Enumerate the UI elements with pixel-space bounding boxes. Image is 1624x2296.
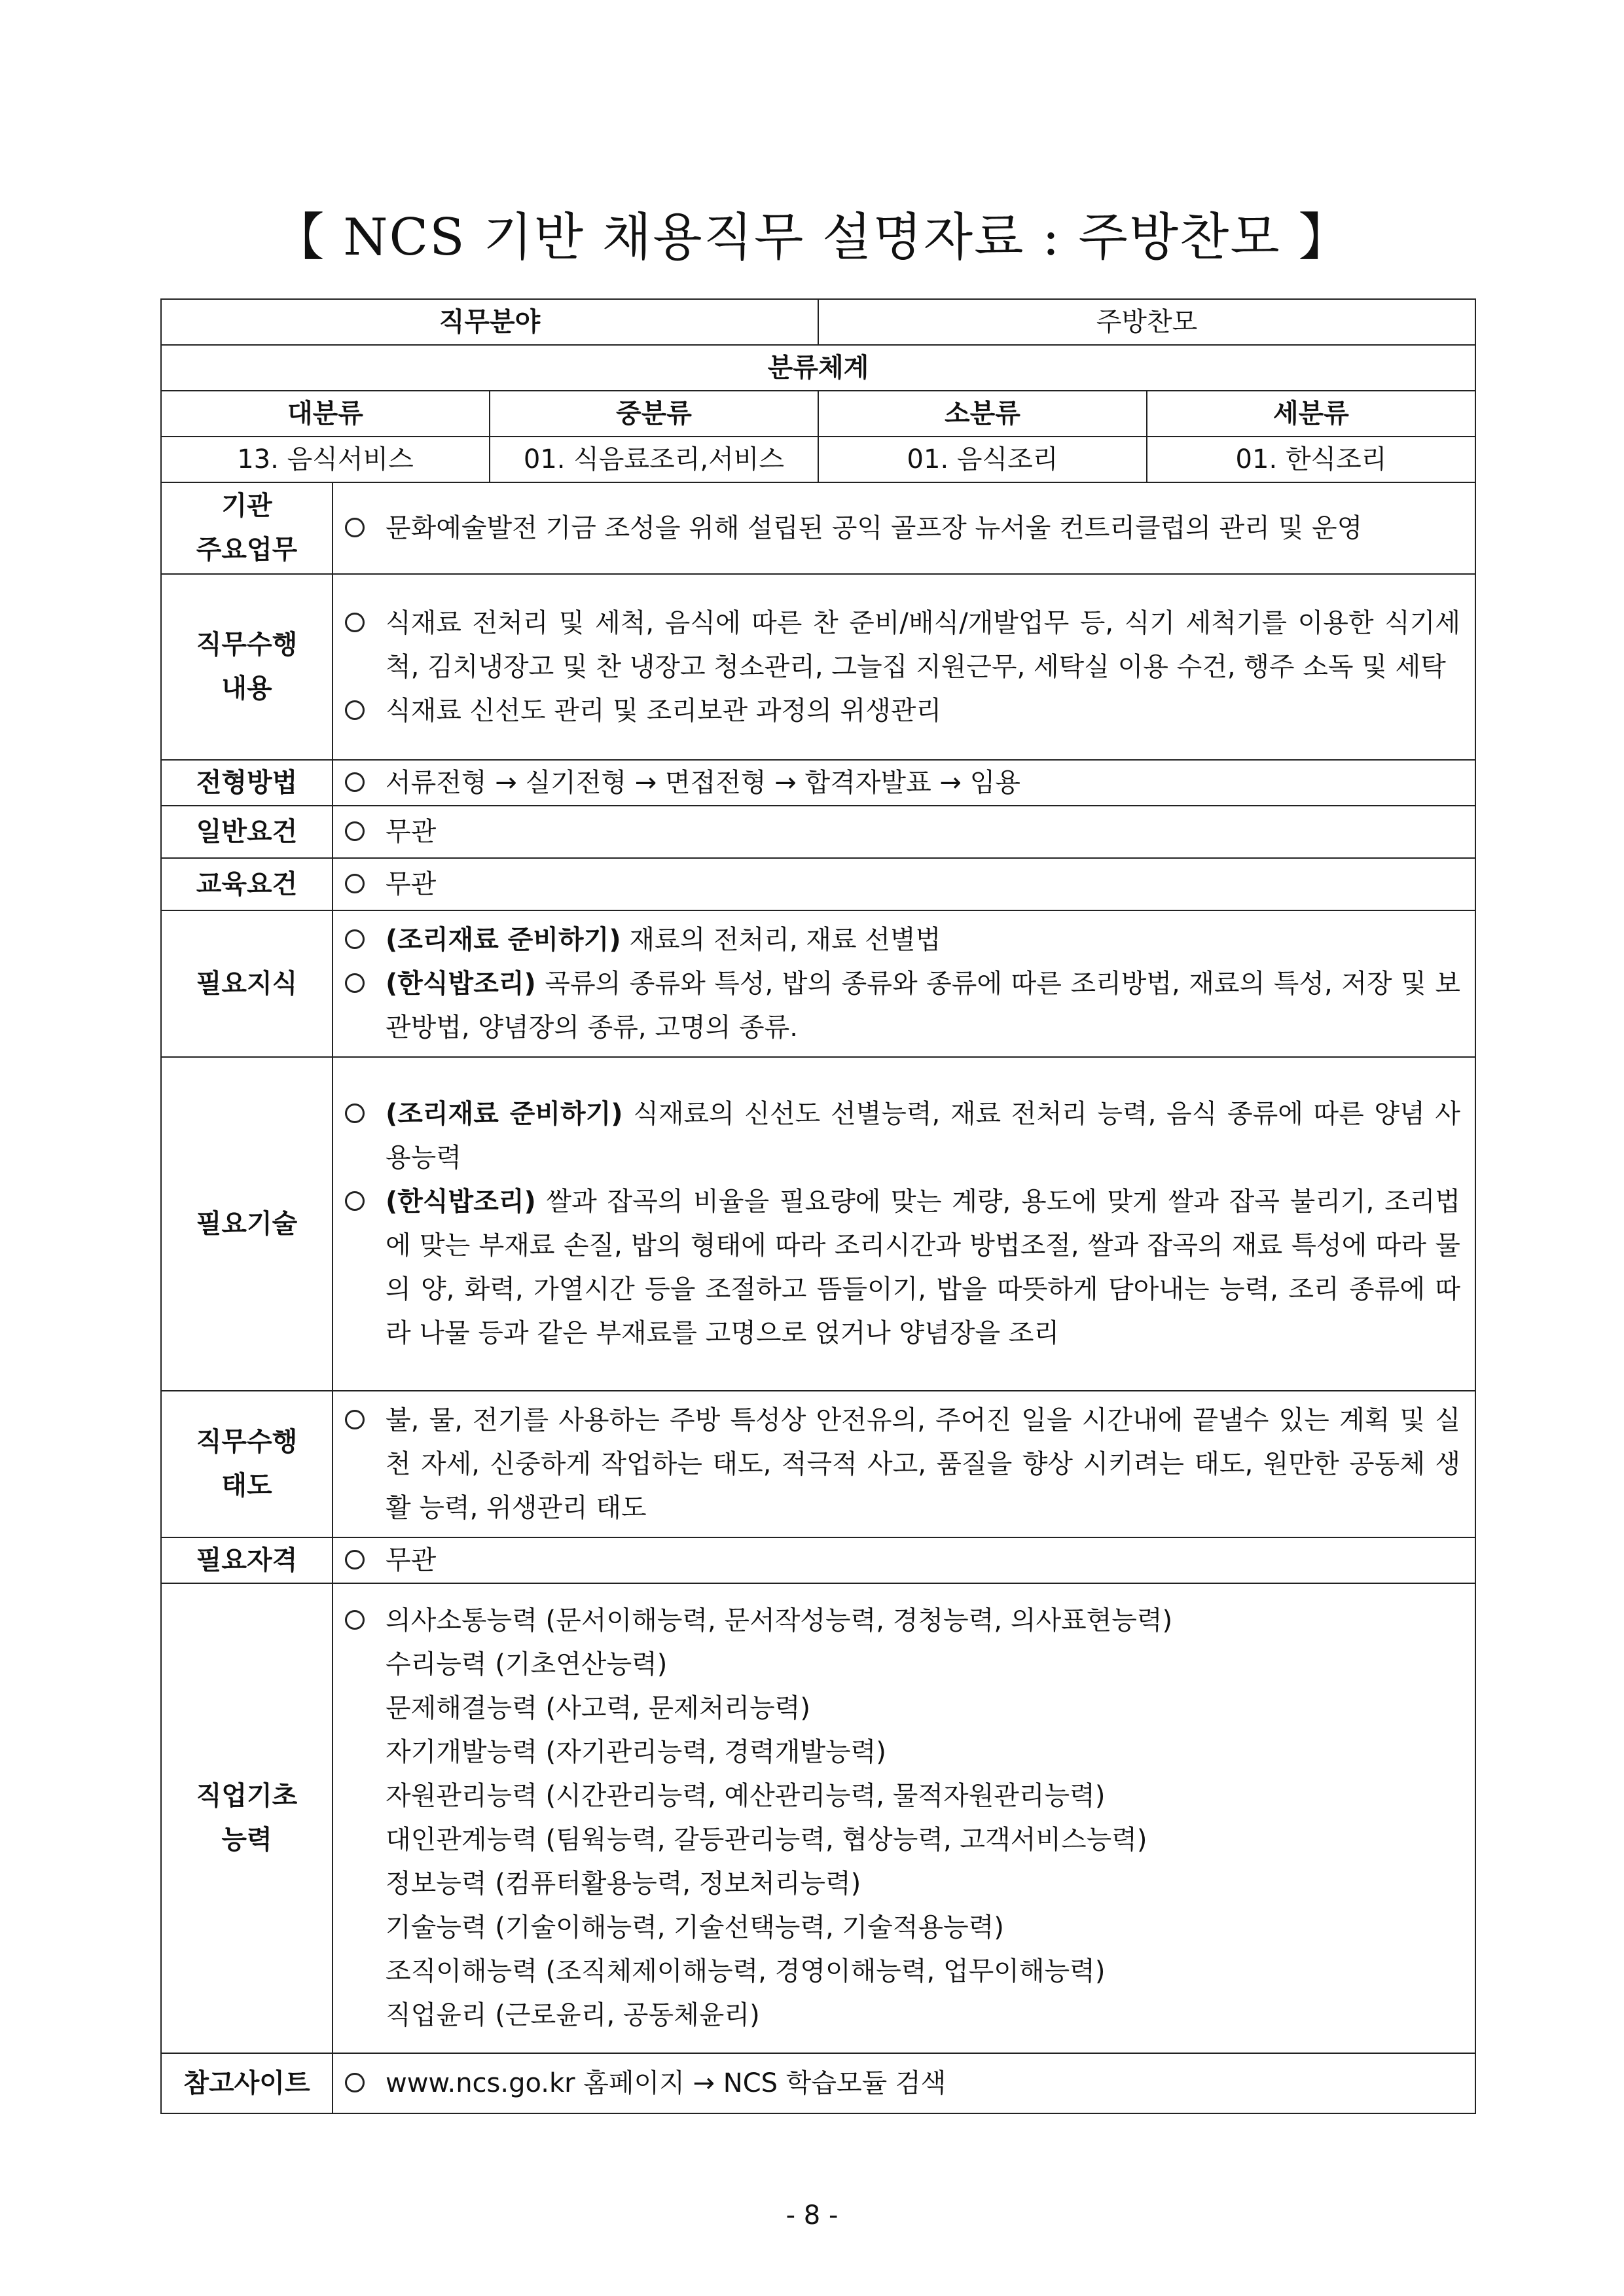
list-item — [345, 1539, 1460, 1583]
basic-competency-label-line2: 능력 — [221, 1825, 272, 1855]
classification-value: 13. 음식서비스 — [161, 437, 490, 482]
basic-competency-content — [333, 1583, 1475, 2053]
attitude-content — [333, 1391, 1475, 1537]
circle-bullet-icon — [345, 689, 386, 733]
list-item — [345, 962, 1460, 1050]
circle-bullet-icon — [345, 1180, 386, 1224]
job-content-label — [161, 574, 333, 760]
list-item — [345, 863, 1460, 906]
circle-bullet-icon — [345, 761, 386, 805]
job-field-value: 주방찬모 — [818, 299, 1475, 345]
org-duty-label — [161, 482, 333, 574]
education-req-text: 무관 — [386, 869, 437, 899]
skills-keyword: (한식밥조리) — [386, 1187, 536, 1217]
skills-content — [333, 1057, 1475, 1391]
classification-header: 소분류 — [818, 391, 1147, 437]
list-item — [345, 689, 1460, 733]
competency-item: 기술능력 (기술이해능력, 기술선택능력, 기술적용능력) — [386, 1912, 1004, 1943]
knowledge-item — [386, 962, 1460, 1050]
reference-row — [161, 2053, 1475, 2113]
competency-item: 정보능력 (컴퓨터활용능력, 정보처리능력) — [386, 1869, 861, 1899]
job-field-row — [161, 299, 1475, 345]
competency-item: 수리능력 (기초연산능력) — [386, 1649, 668, 1679]
basic-competency-row — [161, 1583, 1475, 2053]
general-req-label: 일반요건 — [161, 806, 333, 858]
list-item — [345, 761, 1460, 805]
circle-bullet-icon — [345, 810, 386, 854]
job-field-label: 직무분야 — [161, 299, 818, 345]
classification-header: 세분류 — [1147, 391, 1475, 437]
page-number: - 8 - — [785, 2200, 839, 2231]
education-req-label: 교육요건 — [161, 858, 333, 910]
selection-text: 서류전형 → 실기전형 → 면접전형 → 합격자발표 → 임용 — [386, 767, 1020, 798]
circle-bullet-icon — [345, 1092, 386, 1136]
competency-item: 직업윤리 (근로윤리, 공동체윤리) — [386, 2000, 760, 2030]
selection-row — [161, 760, 1475, 806]
knowledge-text: 곡류의 종류와 특성, 밥의 종류와 종류에 따른 조리방법, 재료의 특성, 저장 및 보관방법, 양념장의 종류, 고명의 종류. — [386, 968, 1460, 1043]
list-item — [345, 2062, 1460, 2106]
general-req-content — [333, 806, 1475, 858]
list-item — [345, 1092, 1460, 1180]
list-item — [345, 1399, 1460, 1530]
circle-bullet-icon — [345, 601, 386, 645]
competency-item: 자기개발능력 (자기관리능력, 경력개발능력) — [386, 1737, 886, 1767]
competency-item: 조직이해능력 (조직체제이해능력, 경영이해능력, 업무이해능력) — [386, 1956, 1106, 1986]
education-req-row — [161, 858, 1475, 910]
classification-value-row — [161, 437, 1475, 482]
list-item — [345, 507, 1460, 550]
attitude-label — [161, 1391, 333, 1537]
skills-item — [386, 1092, 1460, 1180]
job-description-table — [160, 298, 1476, 2114]
selection-label: 전형방법 — [161, 760, 333, 806]
classification-header: 대분류 — [161, 391, 490, 437]
reference-label: 참고사이트 — [161, 2053, 333, 2113]
org-duty-text: 문화예술발전 기금 조성을 위해 설립된 공익 골프장 뉴서울 컨트리클럽의 관리 및 운영 — [386, 512, 1363, 543]
classification-header-row — [161, 391, 1475, 437]
attitude-text: 불, 물, 전기를 사용하는 주방 특성상 안전유의, 주어진 일을 시간내에 끝낼수 있는 계획 및 실천 자세, 신중하게 작업하는 태도, 적극적 사고, 품질을 향상 시키려는 태도, 원만한 공동체 생활 능력, 위생관리 태도 — [386, 1405, 1460, 1523]
job-content-row — [161, 574, 1475, 760]
skills-text: 쌀과 잡곡의 비율을 필요량에 맞는 계량, 용도에 맞게 쌀과 잡곡 불리기, 조리법에 맞는 부재료 손질, 밥의 형태에 따라 조리시간과 방법조절, 쌀과 잡곡의 재료 특성에 따라 물의 양, 화력, 가열시간 등을 조절하고 뜸들이기, 밥을 따뜻하게 담아내는 능력, 조리 종류에 따라 나물 등과 같은 부재료를 고명으로 얹거나 양념장을 조리 — [386, 1187, 1460, 1348]
circle-bullet-icon — [345, 962, 386, 1006]
competency-item: 문제해결능력 (사고력, 문제처리능력) — [386, 1693, 810, 1723]
circle-bullet-icon — [345, 2062, 386, 2106]
classification-title-row — [161, 345, 1475, 391]
circle-bullet-icon — [345, 1399, 386, 1443]
job-content-label-line1: 직무수행 — [196, 630, 298, 660]
knowledge-keyword: (한식밥조리) — [386, 968, 536, 999]
general-req-text: 무관 — [386, 816, 437, 847]
knowledge-row — [161, 910, 1475, 1057]
list-item — [345, 601, 1460, 689]
knowledge-label: 필요지식 — [161, 910, 333, 1057]
org-duty-row — [161, 482, 1475, 574]
circle-bullet-icon — [345, 918, 386, 962]
org-duty-content — [333, 482, 1475, 574]
job-content-content — [333, 574, 1475, 760]
knowledge-content — [333, 910, 1475, 1057]
job-content-item: 식재료 신선도 관리 및 조리보관 과정의 위생관리 — [386, 695, 942, 726]
basic-competency-label — [161, 1583, 333, 2053]
competency-item: 대인관계능력 (팀웍능력, 갈등관리능력, 협상능력, 고객서비스능력) — [386, 1825, 1147, 1855]
list-item — [345, 810, 1460, 854]
reference-content — [333, 2053, 1475, 2113]
skills-label: 필요기술 — [161, 1057, 333, 1391]
competency-item: 자원관리능력 (시간관리능력, 예산관리능력, 물적자원관리능력) — [386, 1781, 1106, 1811]
reference-text: www.ncs.go.kr 홈페이지 → NCS 학습모듈 검색 — [386, 2068, 947, 2098]
circle-bullet-icon — [345, 1599, 386, 1643]
general-req-row — [161, 806, 1475, 858]
competency-item: 의사소통능력 (문서이해능력, 문서작성능력, 경청능력, 의사표현능력) — [386, 1605, 1173, 1636]
page-title: 【 NCS 기반 채용직무 설명자료 : 주방찬모 】 — [273, 208, 1351, 267]
qualification-label: 필요자격 — [161, 1537, 333, 1583]
skills-item — [386, 1180, 1460, 1355]
list-item — [345, 918, 1460, 962]
basic-competency-label-line1: 직업기초 — [196, 1781, 298, 1811]
attitude-label-line2: 태도 — [221, 1471, 272, 1501]
classification-value: 01. 한식조리 — [1147, 437, 1475, 482]
job-content-item: 식재료 전처리 및 세척, 음식에 따른 찬 준비/배식/개발업무 등, 식기 세척기를 이용한 식기세척, 김치냉장고 및 찬 냉장고 청소관리, 그늘집 지원근무, 세탁실 이용 수건, 행주 소독 및 세탁 — [386, 607, 1460, 682]
org-duty-label-line1: 기관 — [221, 491, 272, 521]
knowledge-text: 재료의 전처리, 재료 선별법 — [621, 924, 941, 955]
job-content-label-line2: 내용 — [221, 673, 272, 704]
knowledge-keyword: (조리재료 준비하기) — [386, 924, 621, 955]
circle-bullet-icon — [345, 507, 386, 550]
selection-content — [333, 760, 1475, 806]
knowledge-item — [386, 918, 1460, 962]
classification-value: 01. 식음료조리,서비스 — [490, 437, 818, 482]
education-req-content — [333, 858, 1475, 910]
skills-keyword: (조리재료 준비하기) — [386, 1099, 623, 1129]
classification-label: 분류체계 — [161, 345, 1475, 391]
qualification-row — [161, 1537, 1475, 1583]
classification-header: 중분류 — [490, 391, 818, 437]
classification-value: 01. 음식조리 — [818, 437, 1147, 482]
attitude-label-line1: 직무수행 — [196, 1427, 298, 1457]
qualification-text: 무관 — [386, 1545, 437, 1575]
org-duty-label-line2: 주요업무 — [196, 535, 298, 565]
list-item — [345, 1599, 1460, 1643]
skills-row — [161, 1057, 1475, 1391]
attitude-row — [161, 1391, 1475, 1537]
circle-bullet-icon — [345, 1539, 386, 1583]
list-item — [345, 1180, 1460, 1355]
skills-text: 식재료의 신선도 선별능력, 재료 전처리 능력, 음식 종류에 따른 양념 사용능력 — [386, 1099, 1460, 1173]
circle-bullet-icon — [345, 863, 386, 906]
qualification-content — [333, 1537, 1475, 1583]
